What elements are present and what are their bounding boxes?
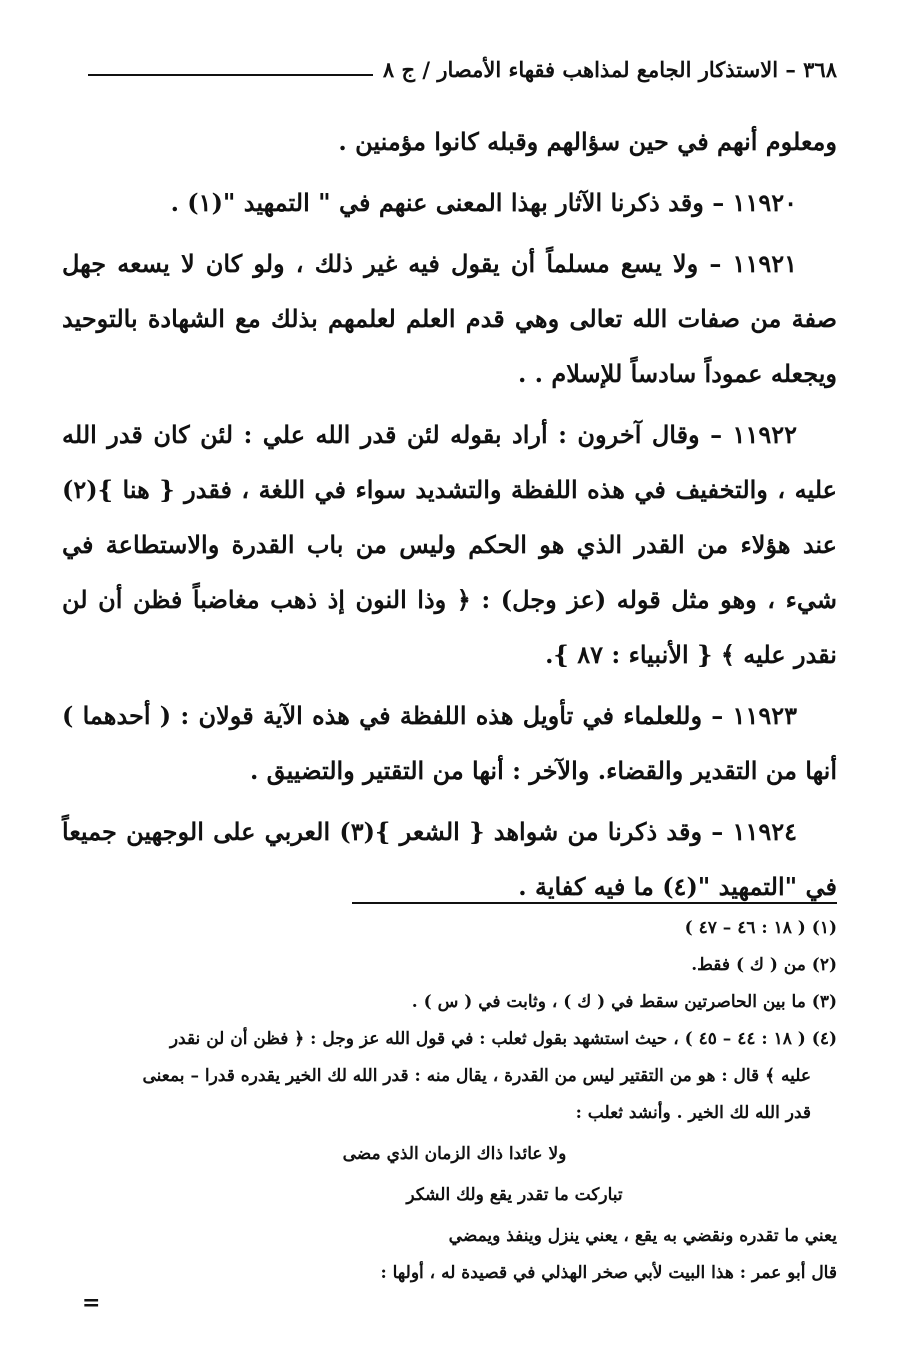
verse-line-1: ولا عائدا ذاك الزمان الذي مضى [342,1144,567,1164]
footnote-4-line-2: عليه ﴾ قال : هو من التقتير ليس من القدرة ، يقال منه : قدر الله لك الخير يقدره قدرا – بمعنى [142,1066,811,1086]
main-text [62,114,837,920]
footnote-1: (١) ( ١٨ : ٤٦ – ٤٧ ) [684,918,837,938]
footnote-2: (٢) من ( ك ) فقط. [691,955,837,975]
footnotes [72,910,837,1292]
running-header [88,50,837,90]
header-rule [88,74,373,76]
footnote-4-line-4: يعني ما تقدره ونقضي به يقع ، يعني ينزل وينفذ ويمضي [448,1226,837,1246]
verse-line-2: تباركت ما تقدر يقع ولك الشكر [406,1185,623,1205]
footnote-4-line-1: (٤) ( ١٨ : ٤٤ – ٤٥ ) ، حيث استشهد بقول ثعلب : في قول الله عز وجل : ﴿ فظن أن لن نقدر [169,1029,837,1049]
footnote-3: (٣) ما بين الحاصرتين سقط في ( ك ) ، وثابت في ( س ) . [411,992,837,1012]
header-title: ٣٦٨ – الاستذكار الجامع لمذاهب فقهاء الأمصار / ج ٨ [382,57,837,82]
paragraph-11921: ١١٩٢١ – ولا يسع مسلماً أن يقول فيه غير ذلك ، ولو كان لا يسعه جهل صفة من صفات الله تعالى وهي قدم العلم لعلمهم بذلك مع الشهادة بالتوحيد ويجعله عموداً سادساً للإسلام . . [62,249,837,388]
paragraph-continuation: ومعلوم أنهم في حين سؤالهم وقبله كانوا مؤمنين . [338,127,837,156]
paragraph-11920: ١١٩٢٠ – وقد ذكرنا الآثار بهذا المعنى عنهم في " التمهيد "(١) . [170,188,797,217]
paragraph-11923: ١١٩٢٣ – وللعلماء في تأويل هذه اللفظة في هذه الآية قولان : ( أحدهما ) أنها من التقدير والقضاء. والآخر : أنها من التقتير والتضييق . [62,701,837,785]
footnote-4-line-5: قال أبو عمر : هذا البيت لأبي صخر الهذلي في قصيدة له ، أولها : [380,1263,837,1283]
continuation-mark: = [82,1290,101,1316]
footnote-4-line-3: قدر الله لك الخير . وأنشد ثعلب : [575,1103,811,1123]
footnote-separator [352,902,837,904]
paragraph-11922: ١١٩٢٢ – وقال آخرون : أراد بقوله لئن قدر الله علي : لئن كان قدر الله عليه ، والتخفيف في هذه اللفظة والتشديد سواء في اللغة ، فقدر { هنا }(٢) عند هؤلاء من القدر الذي هو الحكم وليس من باب القدرة والاستطاعة في شيء ، وهو مثل قوله (عز وجل) : ﴿ وذا النون إذ ذهب مغاضباً فظن أن لن نقدر عليه ﴾ { الأنبياء : ٨٧ }. [62,420,837,669]
paragraph-11924: ١١٩٢٤ – وقد ذكرنا من شواهد { الشعر }(٣) العربي على الوجهين جميعاً في "التمهيد "(٤) ما فيه كفاية . [62,817,837,901]
